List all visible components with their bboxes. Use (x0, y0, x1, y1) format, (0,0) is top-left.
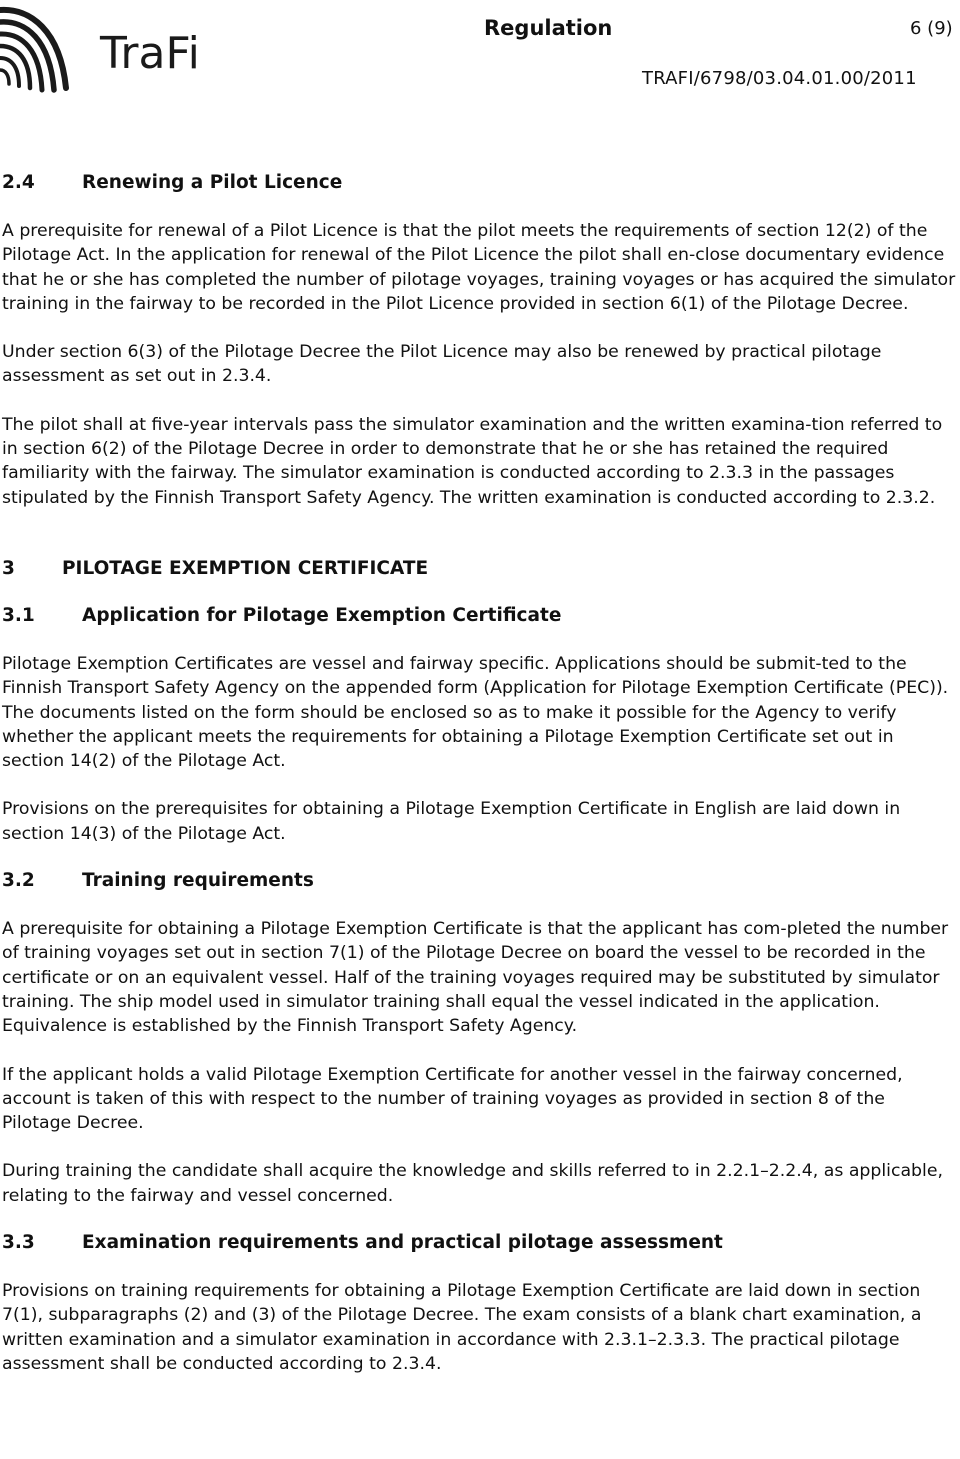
paragraph: The pilot shall at five-year intervals pass the simulator examination and the written examina-tion referred to in section 6(2) of the Pilotage Decree in order to demonstrate that he or she has retained the required familiarity with the fairway. The simulator examination is conducted according to 2.3.3 in the passages stipulated by the Finnish Transport Safety Agency. The written examination is conducted according to 2.3.2. (2, 414, 943, 508)
section-number: 2.4 (2, 172, 35, 193)
document-type: Regulation (484, 16, 613, 40)
section-heading-3 (2, 558, 958, 579)
section-number: 3.1 (2, 604, 35, 626)
document-reference: TRAFI/6798/03.04.01.00/2011 (642, 68, 917, 89)
section-number: 3 (2, 557, 15, 579)
section-heading-3-2 (2, 870, 958, 891)
paragraph: A prerequisite for renewal of a Pilot Licence is that the pilot meets the requirements of section 12(2) of the Pilotage Act. In the application for renewal of the Pilot Licence the pilot shall en-close documentary evidence that he or she has completed the number of pilotage voyages, training voyages or has acquired the simulator training in the fairway to be recorded in the Pilot Licence provided in section 6(1) of the Pilotage Decree. (2, 221, 956, 314)
section-title: Application for Pilotage Exemption Certificate (82, 604, 562, 626)
page-number: 6 (9) (910, 18, 953, 39)
section-number: 3.3 (2, 1232, 35, 1254)
paragraph: During training the candidate shall acquire the knowledge and skills referred to in 2.2.1–2.2.4, as applicable, relating to the fairway and vessel concerned. (2, 1161, 943, 1206)
section-title: Training requirements (82, 870, 314, 892)
section-number: 3.2 (2, 870, 35, 892)
section-heading-3-1 (2, 605, 958, 626)
paragraph: A prerequisite for obtaining a Pilotage Exemption Certificate is that the applicant has com-pleted the number of training voyages set out in section 7(1) of the Pilotage Decree on board the vessel to be recorded in the certificate or on an equivalent vessel. Half of the training voyages required may be substituted by simulator training. The ship model used in simulator training shall equal the vessel indicated in the application. Equivalence is established by the Finnish Transport Safety Agency. (2, 919, 949, 1037)
section-title: PILOTAGE EXEMPTION CERTIFICATE (62, 557, 429, 579)
paragraph: Pilotage Exemption Certificates are vessel and fairway specific. Applications should be submit-ted to the Finnish Transport Safety Agency on the appended form (Application for Pilotage Exemption Certificate (PEC)). The documents listed on the form should be enclosed so as to make it possible for the Agency to verify whether the applicant meets the requirements for obtaining a Pilotage Exemption Certificate set out in section 14(2) of the Pilotage Act. (2, 653, 949, 772)
document-body (2, 168, 958, 1376)
trafi-logo (0, 0, 230, 100)
paragraph: If the applicant holds a valid Pilotage Exemption Certificate for another vessel in the fairway concerned, account is taken of this with respect to the number of training voyages as provided in section 8 of the Pilotage Decree. (2, 1064, 903, 1134)
section-heading-2-4 (2, 172, 958, 193)
section-heading-3-3 (2, 1232, 958, 1253)
section-title: Examination requirements and practical pilotage assessment (82, 1232, 723, 1254)
paragraph: Provisions on training requirements for obtaining a Pilotage Exemption Certificate are laid down in section 7(1), subparagraphs (2) and (3) of the Pilotage Decree. The exam consists of a blank chart examination, a written examination and a simulator examination in accordance with 2.3.1–2.3.3. The practical pilotage assessment shall be conducted according to 2.3.4. (2, 1281, 922, 1374)
section-title: Renewing a Pilot Licence (82, 172, 343, 193)
paragraph: Under section 6(3) of the Pilotage Decree the Pilot Licence may also be renewed by practical pilotage assessment as set out in 2.3.4. (2, 342, 882, 387)
logo-text: TraFi (100, 28, 200, 79)
paragraph: Provisions on the prerequisites for obtaining a Pilotage Exemption Certificate in English are laid down in section 14(3) of the Pilotage Act. (2, 799, 901, 844)
